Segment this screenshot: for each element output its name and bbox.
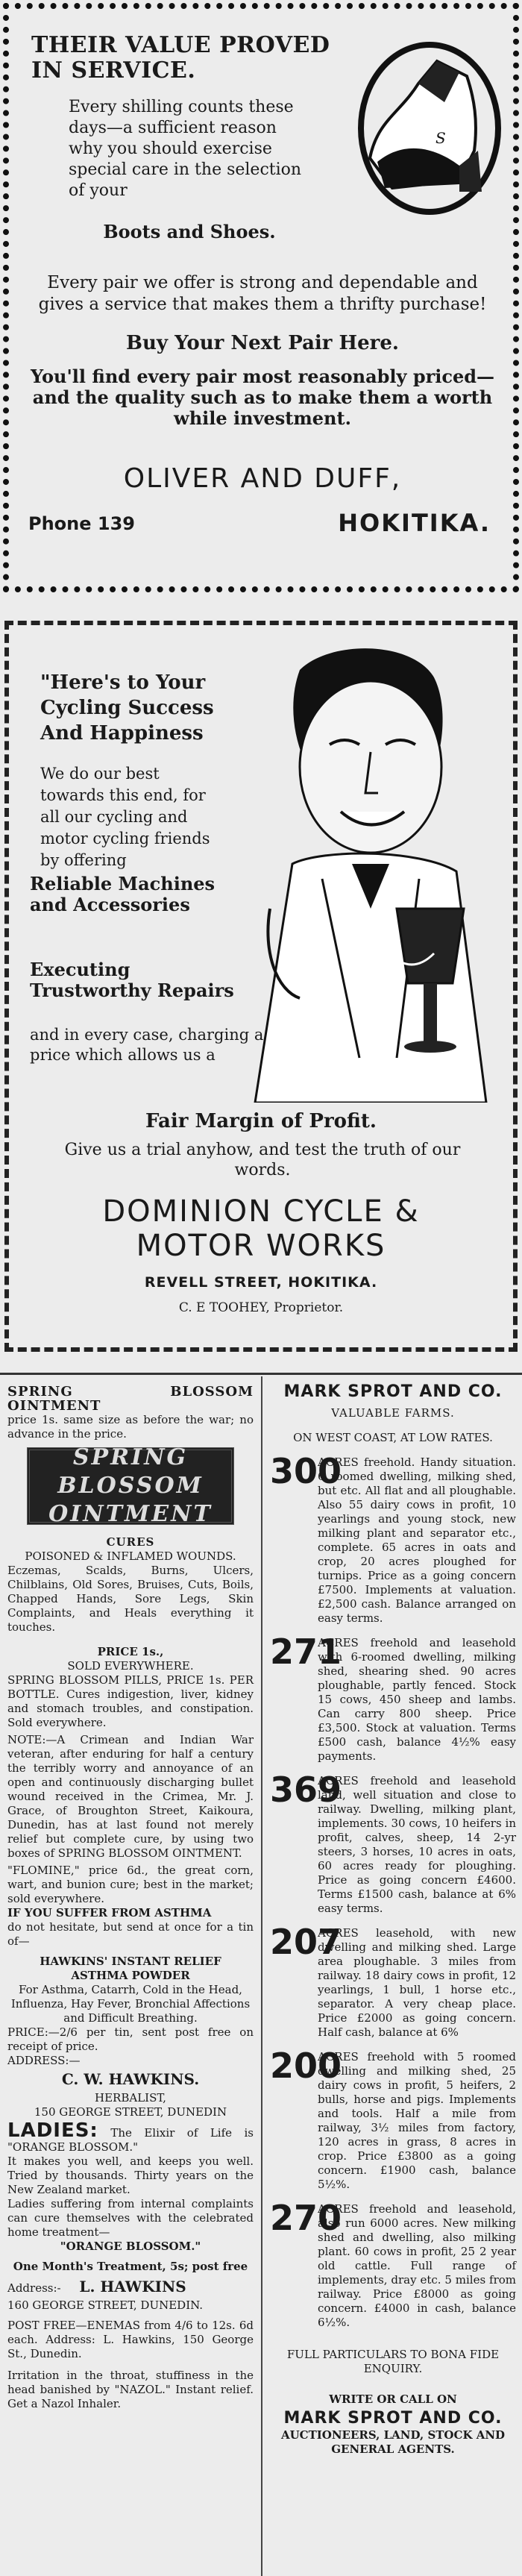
- ad2-feature-repairs: Executing Trustworthy Repairs: [30, 959, 234, 1001]
- farm-text: ACRES freehold with 5 roomed dwelling and milking shed, 25 dairy cows in profit, 5 heifers, 2 bulls, horse and pigs. Implements and tools. Half a mile from railway, 3½ miles from factory, 120 acres in grass, 8 acres in crop. Price £3800 as a going concern. £1900 cash, balance 5½%.: [318, 2050, 516, 2191]
- ad2-address: REVELL STREET, HOKITIKA.: [144, 1274, 378, 1291]
- treatment-text: One Month's Treatment, 5s; post free: [13, 2260, 248, 2273]
- oliver-duff-ad: [3, 3, 519, 592]
- sb-price-note: price 1s. same size as before the war; no advance in the price.: [7, 1413, 254, 1441]
- farm-text: ACRES freehold and leasehold, also run 6000 acres. New milking shed and dwelling, also milking plant. 60 cows in profit, 25 2 year old cattle. Full range of implements, dray etc. 5 miles from railway. Price £8000 as going concern. £4000 in cash, balance 6½%.: [318, 2202, 516, 2329]
- ladies-text: Ladies suffering from internal complaints can cure themselves with the celebrated home treatment—: [7, 2197, 254, 2239]
- farm-listing: [270, 1770, 516, 1916]
- section-divider: [0, 1373, 522, 1375]
- ad2-proprietor: C. E TOOHEY, Proprietor.: [178, 1300, 344, 1315]
- ad1-town: HOKITIKA.: [338, 509, 491, 537]
- farm-text: ACRES freehold and leasehold land, well situation and close to railway. Dwelling, milking plant, implements. 30 cows, 10 heifers in profit, calves, sheep, 14 2-yr steers, 3 horses, 10 acres in oats, 60 acres ready for ploughing. Price as going concern £4600. Terms £1500 cash, balance at 6% easy terms.: [318, 1774, 516, 1915]
- man-with-glass-illustration: [248, 640, 494, 1103]
- dominion-cycle-ad: [4, 621, 518, 1352]
- auctioneers-line: AUCTIONEERS, LAND, STOCK AND GENERAL AGENTS.: [280, 2428, 506, 2456]
- cures-text: Eczemas, Scalds, Burns, Ulcers, Chilblains, Old Sores, Bruises, Cuts, Boils, Chapped Hands, Sore Legs, Skin Complaints, and Heals everything it touches.: [7, 1564, 254, 1634]
- farm-text: ACRES freehold. Handy situation. 6 roomed dwelling, milking shed, but etc. All flat and all ploughable. Also 55 dairy cows in profit, 10 yearlings and young stock, new milking plant and separator etc., complete. 65 acres in oats and crop, 20 acres ploughed for turnips. Price as a going concern £7500. Implements at valuation. £2,500 cash. Balance arranged on easy terms.: [318, 1455, 516, 1625]
- ad1-cta: Buy Your Next Pair Here.: [126, 332, 399, 354]
- address-label: ADDRESS:—: [7, 2054, 81, 2067]
- farm-acres: 270: [270, 2198, 342, 2238]
- ad1-subject: Boots and Shoes.: [103, 221, 276, 242]
- orange-blossom: "ORANGE BLOSSOM.": [60, 2240, 201, 2253]
- ad2-give-text: Give us a trial anyhow, and test the truth of our words.: [64, 1141, 461, 1179]
- asthma-lead: IF YOU SUFFER FROM ASTHMA: [7, 1906, 212, 1920]
- street1: 150 GEORGE STREET, DUNEDIN: [34, 2105, 227, 2119]
- ad1-pair-text: Every pair we offer is strong and dependable and gives a service that makes them a thrifty purchase!: [38, 273, 487, 314]
- ad2-firm-name: DOMINION CYCLE & MOTOR WORKS: [102, 1194, 420, 1263]
- elixir-text: The Elixir of Life is "ORANGE BLOSSOM.": [7, 2126, 254, 2154]
- valuable-farms: VALUABLE FARMS.: [331, 1406, 455, 1420]
- shoe-illustration: [348, 31, 504, 218]
- address2-block: [7, 2280, 254, 2295]
- ad1-intro: Every shilling counts these days—a sufficient reason why you should exercise special care in the selection of your: [69, 98, 302, 200]
- asthma-for: For Asthma, Catarrh, Cold in the Head, Influenza, Hay Fever, Bronchial Affections and Difficult Breathing.: [10, 1983, 251, 2025]
- farm-acres: 200: [270, 2046, 342, 2086]
- full-particulars: FULL PARTICULARS TO BONA FIDE ENQUIRY.: [286, 2348, 500, 2375]
- west-coast-line: ON WEST COAST, AT LOW RATES.: [293, 1431, 493, 1444]
- price2-text: PRICE:—2/6 per tin, sent post free on receipt of price.: [7, 2025, 254, 2053]
- ointment-art-text: SPRING BLOSSOM OINTMENT: [48, 1444, 213, 1527]
- sb-heading: SPRING BLOSSOM OINTMENT: [7, 1384, 254, 1414]
- farm-acres: 369: [270, 1770, 342, 1810]
- left-column: [7, 1385, 254, 2411]
- flomine-text: "FLOMINE," price 6d., the great corn, wart, and bunion cure; best in the market; sold everywhere.: [7, 1864, 254, 1905]
- farm-acres: 271: [270, 1632, 342, 1672]
- nazol-text: Irritation in the throat, stuffiness in the head banished by "NAZOL." Instant relief. Get a Nazol Inhaler.: [7, 2369, 254, 2410]
- farm-listing: [270, 1922, 516, 2040]
- asthma-powder: ASTHMA POWDER: [71, 1969, 190, 1982]
- farm-listing: [270, 2046, 516, 2192]
- ad2-every-text: and in every case, charging a price which allows us a: [30, 1026, 264, 1064]
- farm-text: ACRES leasehold, with new dwelling and milking shed. Large area ploughable. 3 miles from railway. 18 dairy cows in profit, 12 yearlings, 1 bull, 1 horse etc., separator. A very cheap place. Price £2000 as going concern. Half cash, balance at 6%: [318, 1926, 516, 2039]
- ad1-headline: THEIR VALUE PROVED IN SERVICE.: [31, 32, 330, 84]
- address2-label: Address:-: [7, 2281, 61, 2295]
- mark-sprot-footer: MARK SPROT AND CO.: [283, 2409, 503, 2428]
- sold-label: SOLD EVERYWHERE.: [67, 1659, 194, 1673]
- svg-text:S: S: [435, 129, 446, 147]
- write-or-call: WRITE OR CALL ON: [329, 2392, 457, 2406]
- farm-acres: 300: [270, 1451, 342, 1491]
- cures-line: POISONED & INFLAMED WOUNDS.: [25, 1549, 236, 1563]
- hawkins2-name: L. HAWKINS: [79, 2278, 186, 2295]
- street2: 160 GEORGE STREET, DUNEDIN.: [7, 2298, 204, 2312]
- asthma-text: do not hesitate, but send at once for a tin of—: [7, 1920, 254, 1948]
- right-column: [270, 1382, 516, 2457]
- hawkins-relief: HAWKINS' INSTANT RELIEF: [40, 1955, 221, 1968]
- ad1-firm-name: OLIVER AND DUFF,: [123, 463, 402, 494]
- farm-listing: [270, 2198, 516, 2330]
- herbalist-label: HERBALIST,: [95, 2091, 166, 2105]
- ad2-fair-margin: Fair Margin of Profit.: [145, 1110, 377, 1132]
- elixir-detail: It makes you well, and keeps you well. Tried by thousands. Thirty years on the New Zealand market.: [7, 2154, 254, 2196]
- cures-label: CURES: [106, 1535, 155, 1549]
- ladies-label: LADIES:: [7, 2119, 98, 2142]
- farm-acres: 207: [270, 1922, 342, 1962]
- mark-sprot-heading: MARK SPROT AND CO.: [283, 1382, 503, 1401]
- ad2-intro: We do our best towards this end, for all our cycling and motor cycling friends by offering: [40, 765, 210, 869]
- farm-listing: [270, 1632, 516, 1764]
- column-divider: [261, 1376, 262, 2576]
- ad2-feature-machines: Reliable Machines and Accessories: [30, 873, 216, 915]
- post-free-text: POST FREE—ENEMAS from 4/6 to 12s. 6d each. Address: L. Hawkins, 150 George St., Dunedin.: [7, 2319, 254, 2360]
- note-text: NOTE:—A Crimean and Indian War veteran, after enduring for half a century the terribly worry and annoyance of an open and continuously discharging bullet wound received in the Crimea, Mr. J. Grace, of Broughton Street, Kaikoura, Dunedin, has at last found not merely relief but complete cure, by using two boxes of SPRING BLOSSOM OINTMENT.: [7, 1733, 254, 1860]
- ad1-find-text: You'll find every pair most reasonably priced—and the quality such as to make them a worth while investment.: [30, 366, 495, 429]
- hawkins-name: C. W. HAWKINS.: [61, 2070, 200, 2088]
- ointment-art-block: [27, 1444, 234, 1527]
- ad1-phone: Phone 139: [28, 513, 135, 534]
- farm-listing: [270, 1451, 516, 1626]
- farm-text: ACRES freehold and leasehold with 6-roomed dwelling, milking shed, shearing shed. 90 acres ploughable, partly fenced. Stock 15 cows, 450 sheep and lambs. Can carry 800 sheep. Price £3,500. Stock at valuation. Terms £500 cash, balance 4½% easy payments.: [318, 1636, 516, 1763]
- ladies-block: [7, 2119, 254, 2154]
- ad2-headline: "Here's to Your Cycling Success And Happiness: [40, 671, 214, 745]
- pills-text: SPRING BLOSSOM PILLS, PRICE 1s. PER BOTTLE. Cures indigestion, liver, kidney and stomach troubles, and constipation. Sold everywhere.: [7, 1673, 254, 1729]
- price-label: PRICE 1s.,: [97, 1645, 164, 1658]
